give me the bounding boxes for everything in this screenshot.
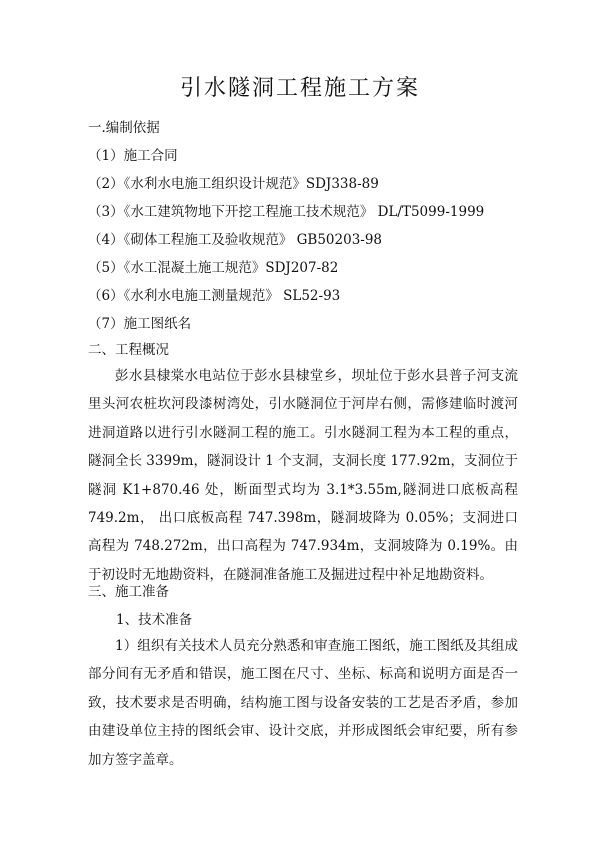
basis-item-3: （3）《水工建筑物地下开挖工程施工技术规范》 DL/T5099-1999	[88, 204, 485, 220]
section-heading-basis: 一.编制依据	[88, 120, 160, 136]
basis-item-6: （6）《水利水电施工测量规范》 SL52-93	[88, 288, 341, 304]
basis-item-5: （5）《水工混凝土施工规范》SDJ207-82	[88, 260, 339, 276]
basis-item-4: （4）《砌体工程施工及验收规范》 GB50203-98	[88, 232, 383, 248]
subheading-technical-preparation: 1、技术准备	[116, 612, 193, 628]
overview-paragraph: 彭水县棣棠水电站位于彭水县棣堂乡，坝址位于彭水县普子河支流里头河农桩坎河段漆树湾处，引水隧洞位于河岸右侧，需修建临时渡河进洞道路以进行引水隧洞工程的施工。引水隧洞工程为本工程的重点，隧洞全长 3399m，隧洞设计 1 个支洞，支洞长度 177.92m，支洞位于隧洞 K1+870.46 处，断面型式均为 3.1*3.55m,隧洞进口底板高程 749.2m， 出口底板高程 747.398m，隧洞坡降为 0.05%；支洞进口高程为 748.272m，出口高程为 747.934m，支洞坡降为 0.19%。由于初设时无地勘资料，在隧洞准备施工及掘进过程中补足地勘资料。	[88, 368, 518, 583]
document-title: 引水隧洞工程施工方案	[179, 76, 420, 101]
technical-preparation-paragraph: 1）组织有关技术人员充分熟悉和审查施工图纸，施工图纸及其组成部分间有无矛盾和错误，施工图在尺寸、坐标、标高和说明方面是否一致，技术要求是否明确，结构施工图与设备安装的工艺是否矛盾，参加由建设单位主持的图纸会审、设计交底，并形成图纸会审纪要，所有参加方签字盖章。	[88, 638, 518, 768]
basis-item-7: （7）施工图纸名	[88, 316, 192, 332]
section-heading-preparation: 三、施工准备	[88, 584, 169, 600]
basis-item-1: （1）施工合同	[88, 148, 178, 164]
basis-item-2: （2）《水利水电施工组织设计规范》SDJ338-89	[88, 176, 379, 192]
section-heading-overview: 二、工程概况	[88, 342, 169, 358]
